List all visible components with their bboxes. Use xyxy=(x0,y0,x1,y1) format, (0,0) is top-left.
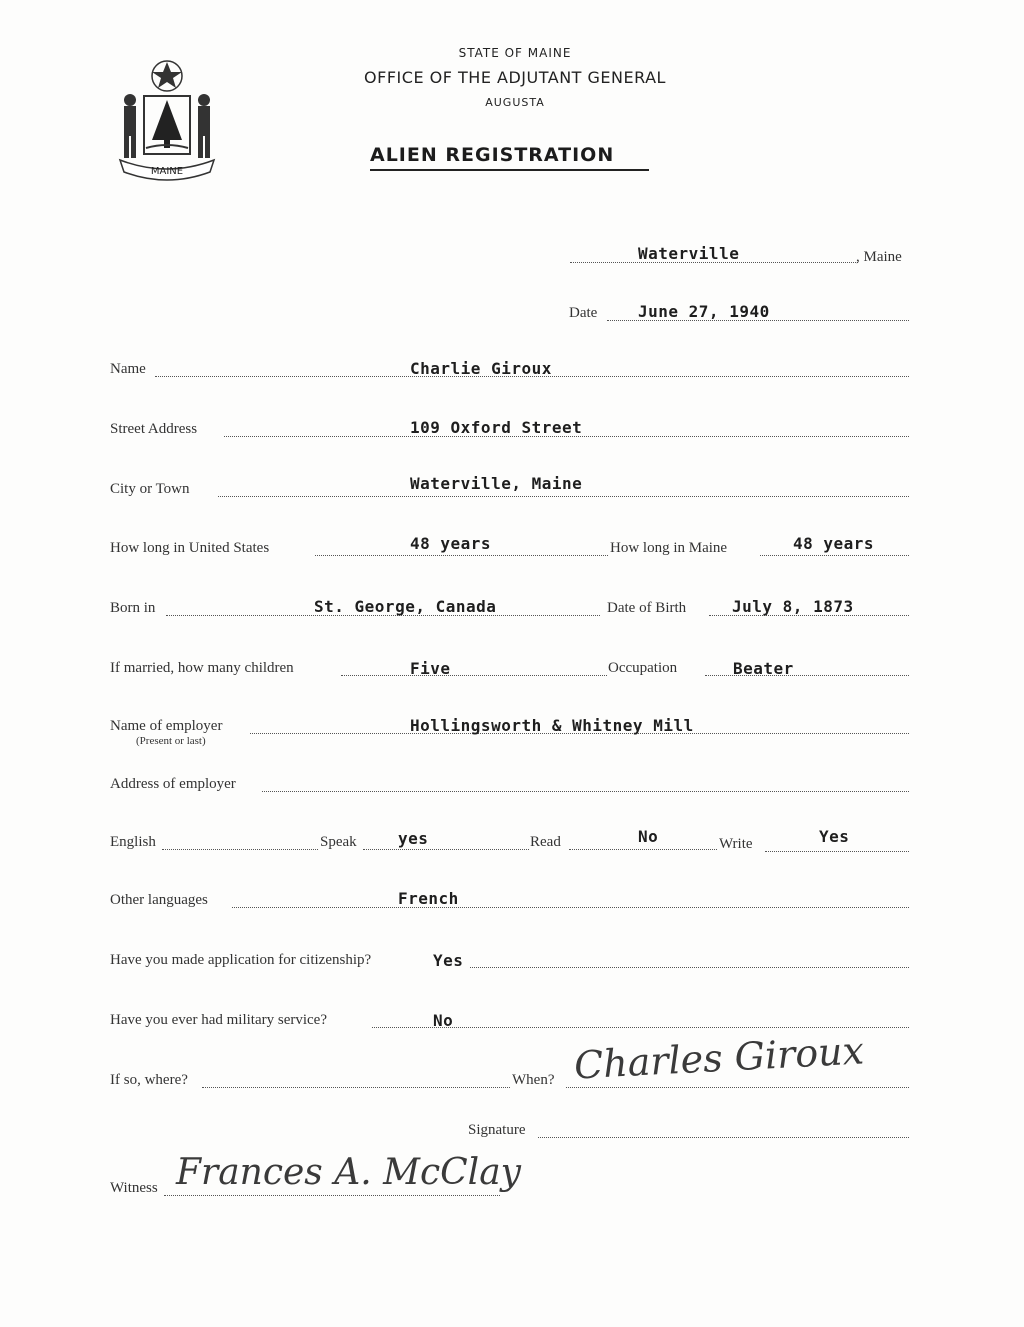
office-heading: OFFICE OF THE ADJUTANT GENERAL xyxy=(364,68,666,87)
witness-label: Witness xyxy=(110,1180,158,1196)
occupation-value: Beater xyxy=(733,659,794,678)
title-underline xyxy=(370,169,649,171)
speak-value: yes xyxy=(398,829,429,848)
name-label: Name xyxy=(110,361,146,377)
street-address-label: Street Address xyxy=(110,421,198,437)
where-label: If so, where? xyxy=(110,1072,188,1088)
born-in-value: St. George, Canada xyxy=(314,597,497,616)
write-label: Write xyxy=(719,836,753,852)
employer-address-label: Address of employer xyxy=(110,776,236,792)
city-line xyxy=(218,496,909,497)
dob-label: Date of Birth xyxy=(607,600,687,616)
employer-sublabel: (Present or last) xyxy=(136,735,206,747)
witness-line xyxy=(164,1195,500,1196)
read-label: Read xyxy=(530,834,561,850)
english-line xyxy=(162,849,318,850)
read-line xyxy=(569,849,717,850)
other-languages-line xyxy=(232,907,909,908)
dob-value: July 8, 1873 xyxy=(732,597,854,616)
when-label: When? xyxy=(512,1072,555,1088)
employer-value: Hollingsworth & Whitney Mill xyxy=(410,716,694,735)
citizenship-label: Have you made application for citizenship? xyxy=(110,952,372,968)
city-label: City or Town xyxy=(110,481,190,497)
speak-line xyxy=(363,849,529,850)
street-address-value: 109 Oxford Street xyxy=(410,418,583,437)
children-value: Five xyxy=(410,659,451,678)
how-long-us-line xyxy=(315,555,608,556)
occupation-label: Occupation xyxy=(608,660,678,676)
born-in-label: Born in xyxy=(110,600,156,616)
place-suffix: , Maine xyxy=(856,249,902,265)
date-label: Date xyxy=(569,305,598,321)
signature-line xyxy=(538,1137,909,1138)
speak-label: Speak xyxy=(320,834,357,850)
read-value: No xyxy=(638,827,659,846)
other-languages-value: French xyxy=(398,889,459,908)
city-heading: AUGUSTA xyxy=(485,96,545,109)
how-long-us-value: 48 years xyxy=(410,534,492,553)
witness-handwriting: Frances A. McClay xyxy=(176,1152,521,1193)
employer-label: Name of employer xyxy=(110,718,223,734)
city-value: Waterville, Maine xyxy=(410,474,583,493)
military-label: Have you ever had military service? xyxy=(110,1012,327,1028)
citizenship-value: Yes xyxy=(433,951,464,970)
form-title: ALIEN REGISTRATION xyxy=(370,144,615,166)
name-value: Charlie Giroux xyxy=(410,359,552,378)
children-line xyxy=(341,675,607,676)
signature-handwriting: Charles Giroux xyxy=(573,1028,865,1088)
state-heading: STATE OF MAINE xyxy=(458,46,572,60)
how-long-maine-label: How long in Maine xyxy=(610,540,728,556)
how-long-maine-value: 48 years xyxy=(793,534,875,553)
other-languages-label: Other languages xyxy=(110,892,208,908)
citizenship-line xyxy=(470,967,909,968)
maine-state-seal-icon xyxy=(112,56,222,186)
date-value: June 27, 1940 xyxy=(638,302,770,321)
place-value: Waterville xyxy=(638,244,740,263)
english-label: English xyxy=(110,834,156,850)
write-value: Yes xyxy=(819,827,850,846)
when-line xyxy=(566,1087,909,1088)
seal-label: MAINE xyxy=(150,166,184,177)
children-label: If married, how many children xyxy=(110,660,294,676)
employer-address-line xyxy=(262,791,909,792)
how-long-maine-line xyxy=(760,555,909,556)
where-line xyxy=(202,1087,510,1088)
military-value: No xyxy=(433,1011,454,1030)
write-line xyxy=(765,851,909,852)
signature-label: Signature xyxy=(468,1122,526,1138)
how-long-us-label: How long in United States xyxy=(110,540,270,556)
